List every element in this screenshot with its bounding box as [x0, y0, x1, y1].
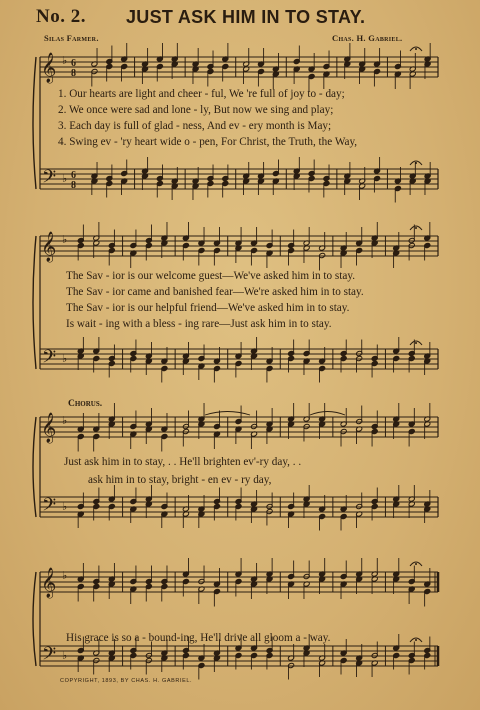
- flat-icon: ♭: [62, 172, 68, 185]
- flat-icon: ♭: [62, 649, 68, 662]
- bass-clef-icon: 𝄢: [42, 167, 57, 192]
- system-brace: [33, 236, 36, 369]
- verse-4-line-b: Is wait - ing with a bless - ing rare—Just ask him in to stay.: [66, 318, 332, 330]
- composer-credit: Chas. H. Gabriel.: [332, 33, 403, 43]
- verse-1-line-a: 1. Our hearts are light and cheer - ful, We 're full of joy to - day;: [58, 88, 345, 100]
- flat-icon: ♭: [62, 500, 68, 513]
- tie: [205, 412, 250, 416]
- time-signature: 8: [71, 68, 76, 79]
- bass-clef-icon: 𝄢: [42, 644, 57, 669]
- flat-icon: ♭: [62, 352, 68, 365]
- bass-clef-icon: 𝄢: [42, 347, 57, 372]
- verse-1-line-b: The Sav - ior is our welcome guest—We've asked him in to stay.: [66, 270, 356, 282]
- hymn-title: JUST ASK HIM IN TO STAY.: [126, 7, 366, 27]
- time-signature: 8: [71, 180, 76, 191]
- verse-3-line-a: 3. Each day is full of glad - ness, And ev - ery month is May;: [58, 120, 332, 132]
- chorus-lyrics-lower: ask him in to stay, bright - en ev - ry day,: [88, 474, 272, 486]
- flat-icon: ♭: [62, 233, 68, 246]
- flat-icon: ♭: [62, 569, 68, 582]
- chorus-lyrics-upper: Just ask him in to stay, . . He'll brighten ev'-ry day, . .: [64, 456, 302, 468]
- system-brace: [33, 57, 36, 189]
- hymn-number: No. 2.: [36, 6, 86, 27]
- treble-clef-icon: 𝄞: [41, 232, 57, 262]
- tie: [310, 412, 345, 416]
- flat-icon: ♭: [62, 414, 68, 427]
- verse-2-line-a: 2. We once were sad and lone - ly, But now we sing and play;: [58, 104, 334, 116]
- verse-3-line-b: The Sav - ior is our helpful friend—We've asked him in to stay.: [66, 302, 350, 314]
- system-brace: [33, 417, 36, 517]
- treble-clef-icon: 𝄞: [41, 568, 57, 598]
- treble-clef-icon: 𝄞: [41, 53, 57, 83]
- time-signature: 6: [71, 58, 76, 69]
- lyricist-credit: Silas Farmer.: [44, 33, 99, 43]
- bass-clef-icon: 𝄢: [42, 495, 57, 520]
- time-signature: 6: [71, 170, 76, 181]
- final-lyrics: His grace is so a - bound-ing, He'll drive all gloom a - way.: [66, 632, 331, 644]
- flat-icon: ♭: [62, 54, 68, 67]
- system-brace: [33, 572, 36, 666]
- verse-4-line-a: 4. Swing ev - 'ry heart wide o - pen, For Christ, the Truth, the Way,: [58, 136, 358, 148]
- copyright-notice: COPYRIGHT, 1893, BY CHAS. H. GABRIEL.: [60, 678, 193, 684]
- verse-2-line-b: The Sav - ior came and banished fear—We're asked him in to stay.: [66, 286, 364, 298]
- treble-clef-icon: 𝄞: [41, 413, 57, 443]
- chorus-label: Chorus.: [68, 399, 103, 409]
